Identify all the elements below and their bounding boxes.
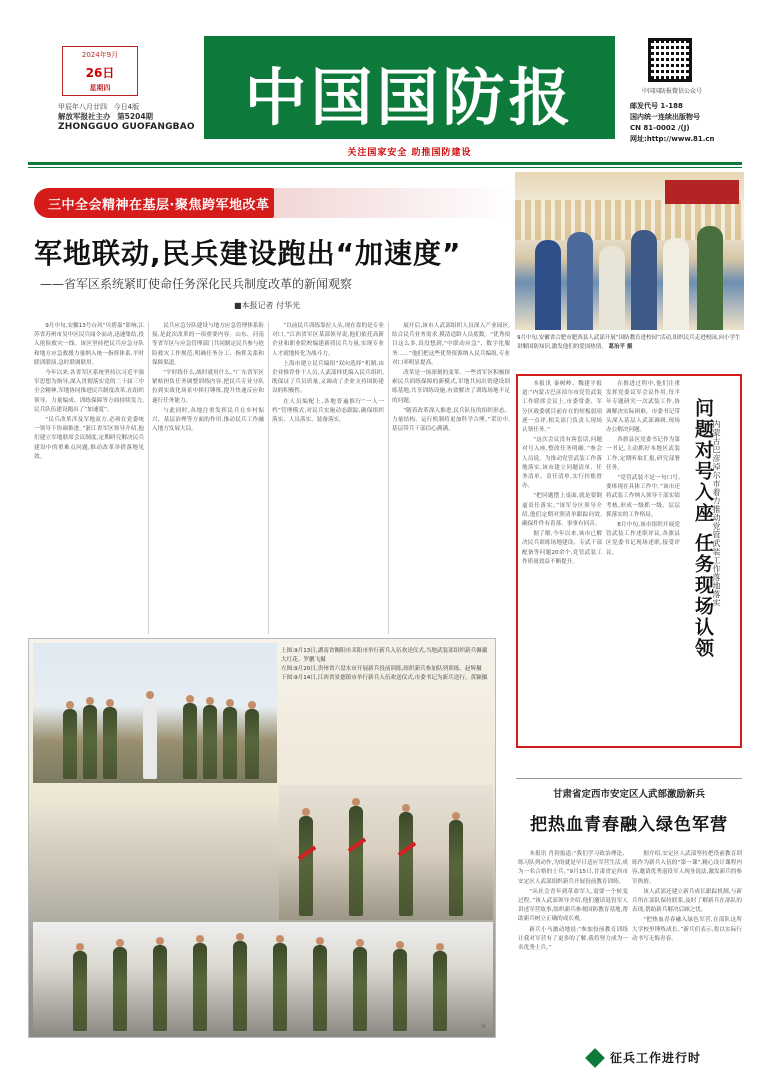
photo-soldier xyxy=(183,703,197,779)
photo-number: ⑥ xyxy=(481,1023,487,1030)
paragraph: “以前民兵训练靠拉人头,现在靠的是专业对口。”江西省军区某部领导说,他们依托高新企业和职业院校编建新质民兵力量,实现专业人才就地转化为战斗力。 xyxy=(272,323,384,357)
issue-number: 第5204期 xyxy=(117,112,154,121)
column-rule xyxy=(148,322,149,634)
paragraph: 9月中旬,安徽13号台风“贝碧嘉”影响,江苏省苏州市吴中区民兵闻令而动,迅速集结,投入抢险救灾一线。该区坚持把民兵应急分队和地方应急救援力量纳入统一指挥体系,平时联训联演,急时联调联用。 xyxy=(34,323,144,366)
paragraph: “这次会议没有客套话,问题对号入座,整改任务明确。”参会人员说。为推动党管武装工作落地落实,该市建立问题清单、任务清单、责任清单,实行挂账督办。 xyxy=(522,437,602,490)
paragraph: 新兵小马激动地说:“参加役前教育训练让我对军营有了更多的了解,我将努力成为一名优秀士兵。” xyxy=(518,926,628,952)
edition-count: 今日4版 xyxy=(113,103,140,111)
side-article-subtitle: 内蒙古巴彦淖尔市着力推动党管武装工作落地落实 xyxy=(712,420,721,607)
photo-top-caption xyxy=(517,334,743,351)
sponsor: 解放军报社主办 xyxy=(58,112,111,121)
masthead-rule-thin xyxy=(28,167,742,168)
lead-col-4 xyxy=(392,322,510,634)
photo-militia-instructor xyxy=(697,226,723,330)
masthead-right-info xyxy=(630,101,742,145)
lead-col-1 xyxy=(34,322,144,634)
photo-soldier xyxy=(245,709,259,779)
paragraph: “从社会青年到革命军人,需要一个转变过程。”该人武部领导介绍,他们邀请退役军人讲述军营故事,组织新兵参观国防教育基地,帮助新兵树立正确的成长观。 xyxy=(518,888,628,923)
paragraph: 在人员编配上,各地普遍推行“一人一档”管理模式,对民兵实施动态跟踪,确保组织落实、人员落实、装备落实。 xyxy=(272,398,384,424)
photo-soldier xyxy=(223,707,237,779)
paragraph: 8月中旬,该市组织开展党管武装工作述职评议,各旗县区党委书记现场述职,接受评议。 xyxy=(606,522,680,556)
photo-child xyxy=(663,238,689,330)
photo-soldier xyxy=(433,951,447,1031)
lunar-date: 甲辰年八月廿四 xyxy=(58,103,107,111)
photo-ceremony xyxy=(33,643,277,783)
paragraph: 改革是一场深刻的变革。一些省军区积极探索民兵训练保障的新模式,军地共同出资建设训练基地,共享训练设施,有效解决了训练场地不足的问题。 xyxy=(392,370,510,404)
paragraph: 上海市建立民兵编组“双向选择”机制,由企业推荐骨干人员,人武部择优编入民兵组织,既保证了兵员质量,又调动了企业支持国防建设的积极性。 xyxy=(272,360,384,395)
photo-soldier xyxy=(233,941,247,1031)
photo-soldier xyxy=(103,707,117,779)
qr-code-icon[interactable] xyxy=(648,38,692,82)
bottom-col-2 xyxy=(632,850,742,1040)
date-year-month: 2024年9月 xyxy=(81,51,119,59)
side-article-title[interactable]: 问题对号入座 任务现场认领 xyxy=(692,398,714,659)
paragraph: 民兵应急分队建设与地方应急管理体系衔接,是此次改革的一项重要内容。山东、河南等省军区与应急管理部门共同制定民兵参与抢险救灾工作规范,明确任务分工、指挥关系和保障渠道。 xyxy=(152,323,264,366)
logo-text: 中国国防报 xyxy=(244,61,575,134)
section-banner xyxy=(34,188,274,218)
lead-byline: ■本报记者 付华光 xyxy=(234,301,301,310)
photo-soldier xyxy=(83,705,97,779)
unified-number: 国内统一连续出版物号 xyxy=(630,113,700,121)
photo-official xyxy=(143,699,157,779)
section-banner-label: 三中全会精神在基层·聚焦跨军地改革 xyxy=(48,198,270,213)
photo-soldier xyxy=(153,945,167,1031)
paragraph: 今年以来,各省军区系统坚持以习近平强军思想为指导,深入贯彻落实党的二十届三中全会精神,军地协同推进民兵制度改革,在组织领导、力量编成、训练保障等方面持续发力,民兵队伍建设跑出了“加速度”。 xyxy=(34,370,144,413)
lead-col-3 xyxy=(272,322,384,634)
section-banner-tail xyxy=(274,188,514,218)
photo-soldier xyxy=(393,949,407,1031)
paragraph: 与此同时,各地注重发挥民兵在乡村振兴、基层治理等方面的作用,推动民兵工作融入地方发展大局。 xyxy=(152,407,264,433)
photo-soldier xyxy=(353,947,367,1031)
paragraph: 据介绍,安定区人武部坚持把役前教育训练作为新兵入伍的“第一课”,精心设计课程内容,邀请优秀退役军人现身说法,激发新兵的参军热情。 xyxy=(632,851,742,885)
lead-headline[interactable]: 军地联动,民兵建设跑出“加速度” xyxy=(34,237,462,270)
date-day: 26日 xyxy=(85,66,115,80)
photo-soldier xyxy=(193,943,207,1031)
photo-red-sign xyxy=(665,180,739,204)
side-col-2 xyxy=(606,380,680,742)
column-rule xyxy=(268,322,269,634)
photo-child xyxy=(567,232,593,330)
paragraph: 据了解,今年以来,该市已解决民兵训练场地建设、专武干部配备等问题20余个,党管武装工作质量效益不断提升。 xyxy=(522,531,602,565)
photo-soldier xyxy=(313,945,327,1031)
recruit-section-bar[interactable] xyxy=(516,1048,742,1070)
photo-top-credit: 葛治平 摄 xyxy=(608,343,633,350)
photo-soldier xyxy=(273,943,287,1031)
date-weekday: 星期四 xyxy=(89,84,111,92)
recruit-section-label: 征兵工作进行时 xyxy=(610,1051,702,1065)
photo-top-caption-text: 9月中旬,安徽省合肥市肥西县人武部开展“国防教育进校园”活动,组织民兵走进校园,向小学生讲解国防知识,激发他们的爱国热情。 xyxy=(517,335,741,350)
paragraph: “平时练什么,战时就用什么。”广东省军区紧贴担负任务调整训练内容,把民兵专业分队拉到实战化场景中摔打锤炼,提升快速反应和遂行任务能力。 xyxy=(152,370,264,404)
bottom-article-kicker: 甘肃省定西市安定区人武部激励新兵 xyxy=(552,789,705,800)
paragraph: 各旗县区党委书记作为第一书记,主动抓好本地区武装工作,定期听取汇报,研究部署任务。 xyxy=(606,437,680,471)
date-box xyxy=(62,46,138,96)
photo-formation xyxy=(33,922,493,1035)
photo-soldier xyxy=(203,705,217,779)
newspaper-logo[interactable] xyxy=(204,36,615,139)
column-rule xyxy=(388,322,389,634)
lead-col-2 xyxy=(152,322,264,634)
photo-soldier xyxy=(113,947,127,1031)
paragraph: 展开后,该市人武部组织人员深入产业园区,结合民兵业务需求,摸清适龄人员底数。“优秀项目这么多,真没想到,“中联动应急”、数字化服务……”他们把这些优势资源纳入民兵编组,专业对口率明显提高。 xyxy=(392,323,510,366)
qr-caption: 中国国防报微信公众号 xyxy=(641,88,702,95)
paragraph: “把问题摆上桌面,就是要倒逼责任落实。”该军分区领导介绍,他们定期对照清单跟踪问效,确保件件有着落、事事有回音。 xyxy=(522,493,602,528)
paragraph: “把热血青春融入绿色军营,在部队这所大学校里锤炼成长。”新兵们表示,将以实际行动书写无悔青春。 xyxy=(632,917,742,942)
website[interactable]: 网址:http://www.81.cn xyxy=(630,135,715,143)
photo-collage-caption: 上图:9月13日,湖南省衡阳市耒阳市举行新兵入伍欢送仪式,当地武装部组织新兵佩戴大红花。罗鹏飞摄 左图:9月20日,贵州省六盘水市开展新兵役前训练,组织新兵参加队列训练。赵辉摄 下图:9月14日,江西省景德镇市举行新兵入伍欢送仪式,市委书记为新兵送行。黄颖摄 xyxy=(281,648,488,681)
photo-collage-recruits[interactable] xyxy=(28,638,496,1038)
photo-march xyxy=(279,785,493,920)
photo-soldier xyxy=(449,820,463,916)
photo-soldier xyxy=(73,951,87,1031)
photo-school-event[interactable] xyxy=(515,172,744,330)
pinyin-title: ZHONGGUO GUOFANGBAO xyxy=(58,122,195,132)
masthead-rule xyxy=(28,162,742,165)
bottom-col-1 xyxy=(518,850,628,1040)
slogan: 关注国家安全 助推国防建设 xyxy=(347,148,472,158)
side-col-1 xyxy=(522,380,602,742)
photo-child xyxy=(599,246,625,330)
paragraph: 在推进过程中,他们注重发挥党委议军会议作用,每半年专题研究一次武装工作,协调解决实际困难。市委书记带头深入基层人武部调研,现场办公解决问题。 xyxy=(606,381,680,434)
paragraph: 本报讯 秦树岭、魏建平报道:“内蒙古巴彦淖尔市党管武装工作联席会议上,市委常委、军分区政委就目前存在的短板弱项逐一点评,相关部门负责人现场认领任务。” xyxy=(522,381,602,434)
photo-soldier xyxy=(299,816,313,916)
photo-soldier xyxy=(349,806,363,916)
lead-subhead: ——省军区系统紧盯使命任务深化民兵制度改革的新闻观察 xyxy=(40,277,353,291)
photo-child xyxy=(631,230,657,330)
cn-number: CN 81-0002 /(J) xyxy=(630,124,690,132)
photo-soldier xyxy=(63,709,77,779)
masthead-left-info xyxy=(58,102,203,132)
article-rule xyxy=(516,778,742,779)
postal-code: 邮发代号 1-188 xyxy=(630,102,683,110)
paragraph: “党管武装不是一句口号,要体现在具体工作中。”该市还将武装工作纳入领导干部实绩考核,形成一级抓一级、层层抓落实的工作格局。 xyxy=(606,475,680,518)
bottom-article-headline[interactable]: 把热血青春融入绿色军营 xyxy=(530,815,728,835)
paragraph: 本报讯 肖勃报道:“我们学习政治理论、练习队列动作,为的就是早日适应军营生活,成为一名合格的士兵。”9月15日,甘肃省定西市安定区人武部组织新兵开展役前教育训练。 xyxy=(518,851,628,885)
paragraph: “民兵改革涉及军地双方,必须在党委统一领导下协调推进。”浙江省军区领导介绍,他们建立军地联席会议制度,定期研究解决民兵建设中的重难点问题,推动改革举措落地见效。 xyxy=(34,417,144,460)
paragraph: 该人武部还建立新兵成长跟踪机制,与新兵所在部队保持联系,及时了解新兵在部队的表现,帮助新兵解决后顾之忧。 xyxy=(632,888,742,914)
photo-soldier xyxy=(399,812,413,916)
paragraph: “随着改革深入推进,民兵队伍的组织形态、力量结构、运行机制将更加科学合理。”采访中,基层带兵干部信心满满。 xyxy=(392,407,510,433)
photo-child xyxy=(535,240,561,330)
diamond-icon xyxy=(585,1048,605,1068)
